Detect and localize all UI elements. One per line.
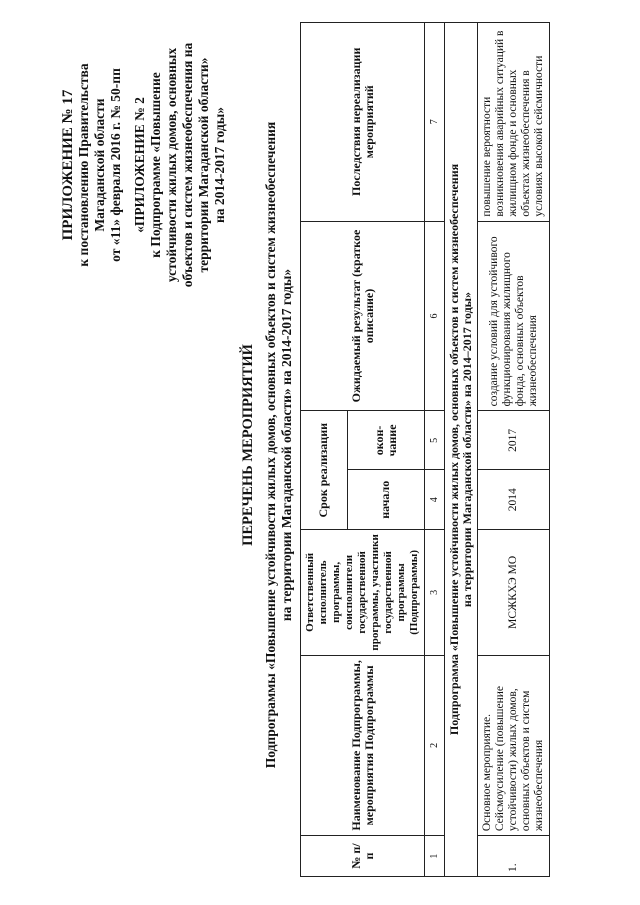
column-index: 6 <box>425 221 445 411</box>
header-end: окон-чание <box>347 411 424 470</box>
document-title <box>240 45 295 845</box>
appendix-line: к Подпрограмме «Повышение <box>148 72 163 258</box>
column-index-row <box>425 23 445 877</box>
row-name: Основное мероприятие. Сейсмоусиление (повышение устойчивости) жилых домов, основных объектов и систем жизнеобеспечения <box>478 655 550 835</box>
column-index: 1 <box>425 836 445 877</box>
row-result: создание условий для устойчивого функционирования жилищного фонда, основных объектов жизнеобеспечения <box>478 221 550 411</box>
column-index: 7 <box>425 23 445 222</box>
section-row <box>445 23 478 877</box>
row-num: 1. <box>478 836 550 877</box>
column-index: 4 <box>425 470 445 530</box>
measures-table <box>300 22 550 877</box>
table-row <box>478 23 550 877</box>
row-start: 2014 <box>478 470 550 530</box>
column-index: 5 <box>425 411 445 470</box>
appendix-number: ПРИЛОЖЕНИЕ № 17 <box>60 89 76 241</box>
appendix-line: устойчивости жилых домов, основных <box>164 47 179 283</box>
section-title-line1: Подпрограмма «Повышение устойчивости жилых домов, основных объектов и систем жизнеобеспечения <box>447 163 461 736</box>
title-sub-line1: Подпрограммы «Повышение устойчивости жилых домов, основных объектов и систем жизнеобеспечения <box>263 121 278 769</box>
column-index: 3 <box>425 530 445 656</box>
header-start: начало <box>347 470 424 530</box>
section-title-line2: на территории Магаданской области» на 2014–2017 годы» <box>460 291 474 608</box>
section-title <box>445 23 478 877</box>
row-consequences: повышение вероятности возникновения аварийных ситуаций в жилищном фонде и основных объектах жизнеобеспечения в условиях высокой сейсмичности <box>478 23 550 222</box>
title-sub-line2: на территории Магаданской области» на 2014-2017 годы» <box>279 268 294 622</box>
header-responsible: Ответственный исполнитель программы, соисполнители государственной программы, участники государственной программы (Подпрограммы) <box>301 530 425 656</box>
header-result: Ожидаемый результат (краткое описание) <box>301 221 425 411</box>
appendix-date: от «11» февраля 2016 г. № 50-пп <box>108 68 123 262</box>
header-name: Наименование Подпрограммы, мероприятия Подпрограммы <box>301 655 425 835</box>
appendix-line: территории Магаданской области» <box>196 57 211 273</box>
header-consequences: Последствия нереализации мероприятий <box>301 23 425 222</box>
row-end: 2017 <box>478 411 550 470</box>
header-num: № п/п <box>301 836 425 877</box>
column-index: 2 <box>425 655 445 835</box>
table-header-row <box>301 23 348 877</box>
appendix-line: на 2014-2017 годы» <box>212 106 227 224</box>
appendix-header <box>60 15 228 315</box>
header-period: Срок реализации <box>301 411 348 530</box>
title-main: ПЕРЕЧЕНЬ МЕРОПРИЯТИЙ <box>240 344 256 546</box>
appendix-line: «ПРИЛОЖЕНИЕ № 2 <box>132 97 147 233</box>
appendix-line: объектов и систем жизнеобеспечения на <box>180 42 195 288</box>
row-responsible: МСЖКХЭ МО <box>478 530 550 656</box>
appendix-line: Магаданской области <box>92 98 107 232</box>
appendix-line: к постановлению Правительства <box>76 63 91 267</box>
